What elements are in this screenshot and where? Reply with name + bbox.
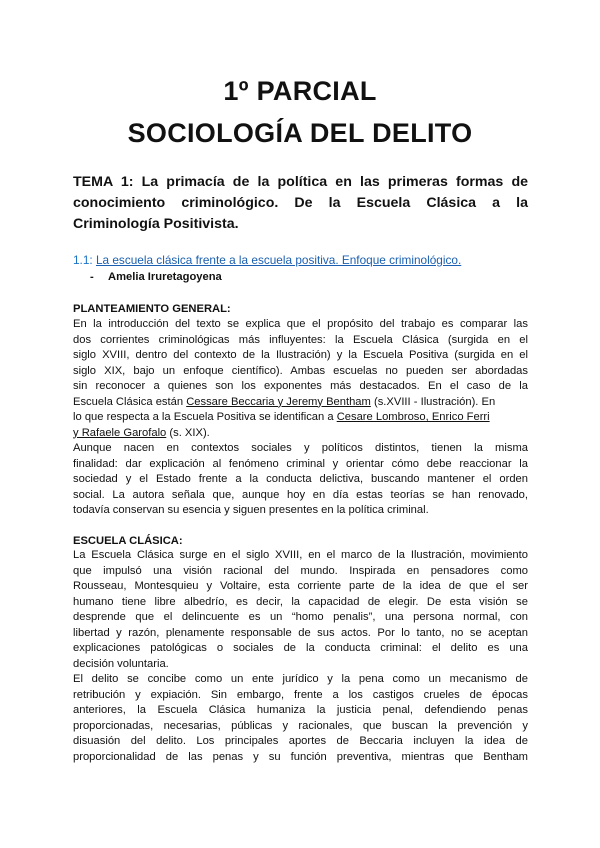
text-line: [73, 410, 528, 426]
text-line: proporcionalidad de las penas y su función preventiva, mientras que Bentham: [73, 750, 528, 763]
paragraph-escuela-clasica-2: [73, 672, 528, 765]
underlined-names: Cesare Lombroso, Enrico Ferri: [336, 411, 490, 423]
text-line: sociedad y el Estado frente a la conducta delictiva, buscando mantener el orden: [73, 473, 528, 485]
author-bullet: -: [90, 271, 94, 283]
section-link[interactable]: La escuela clásica frente a la escuela positiva. Enfoque criminológico: [95, 253, 458, 267]
paragraph-escuela-clasica-1: [73, 548, 528, 672]
text-line: siglo XVIII, dentro del contexto de la Ilustración) y la Escuela Positiva (surgida en el: [73, 349, 528, 361]
tema-heading: TEMA 1: La primacía de la política en las primeras formas de conocimiento criminológico. De la Escuela Clásica a la Criminología Positivista.: [73, 174, 528, 232]
section-link-dot: .: [457, 253, 462, 267]
text-line: El delito se concibe como un ente jurídico y la pena como un mecanismo de: [73, 673, 528, 685]
text-line: anteriores, la Escuela Clásica humaniza la justicia penal, defendiendo penas: [73, 704, 528, 716]
text-line: siglo XIX, bajo un enfoque científico). Ambas escuelas no pueden ser abordadas: [73, 364, 528, 377]
text-line: En la introducción del texto se explica que el propósito del trabajo es comparar las: [73, 318, 528, 330]
text-line: [73, 426, 528, 442]
text-run: lo que respecta a la Escuela Positiva se identifican a: [73, 411, 337, 423]
underlined-names: y Rafaele Garofalo: [73, 426, 167, 439]
text-line: Aunque nacen en contextos sociales y políticos distintos, tienen la misma: [73, 442, 528, 454]
title-line-2: SOCIOLOGÍA DEL DELITO: [127, 118, 473, 148]
text-line: social. La autora señala que, aunque hoy en día estas teorías se han renovado,: [73, 488, 528, 501]
text-line: disuasión del delito. Los principales aportes de Beccaria incluyen la idea de: [73, 735, 528, 747]
paragraph-planteamiento-2: [73, 441, 528, 519]
text-line: que impulsó una visión racional del mundo. Inspirada en pensadores como: [73, 564, 528, 577]
text-run: Escuela Clásica están: [73, 395, 187, 408]
text-line: dos corrientes criminológicas más influyentes: la Escuela Clásica (surgida en el: [73, 333, 528, 346]
title-line-1: 1º PARCIAL: [223, 76, 377, 106]
author-line: [90, 269, 222, 285]
heading-escuela-clasica: ESCUELA CLÁSICA:: [73, 535, 183, 547]
text-line: libertad y razón, plenamente responsable de sus actos. Por lo tanto, no se aceptan: [73, 626, 528, 639]
text-run: (s.XVIII - Ilustración). En: [370, 395, 496, 408]
paragraph-planteamiento-1: [73, 317, 528, 441]
text-line: [73, 395, 528, 411]
text-line: sin reconocer a quienes son los exponentes más destacados. En el caso de la: [73, 380, 528, 392]
author-name: Amelia Iruretagoyena: [108, 271, 222, 283]
underlined-names: Cessare Beccaria y Jeremy Bentham: [186, 395, 371, 408]
section-heading: [73, 252, 528, 268]
section-number: 1.1:: [73, 253, 93, 267]
text-line: Rousseau, Montesquieu y Voltaire, esta corriente parte de la idea de que el ser: [73, 580, 528, 592]
text-line: desprende que el delincuente es un “homo penalis”, una persona normal, con: [73, 611, 528, 623]
text-run: (s. XIX).: [166, 426, 210, 439]
text-line: todavía conservan su esencia y siguen presentes en la política criminal.: [73, 504, 429, 516]
text-line: humano tiene libre albedrío, es decir, la capacidad de elegir. De esta visión se: [73, 595, 528, 608]
text-line: proporcionadas, necesarias, públicas y racionales, que buscan la prevención y: [73, 719, 528, 732]
text-line: finalidad: dar explicación al fenómeno criminal y orientar cómo debe reaccionar la: [73, 457, 528, 470]
heading-planteamiento: PLANTEAMIENTO GENERAL:: [73, 303, 231, 315]
text-line: retribución y expiación. Sin embargo, frente a los castigos crueles de épocas: [73, 688, 528, 701]
text-line: explicaciones patológicas o sociales de la conducta criminal: el delito es una: [73, 642, 528, 654]
text-line: decisión voluntaria.: [73, 657, 169, 670]
text-line: La Escuela Clásica surge en el siglo XVIII, en el marco de la Ilustración, movimiento: [73, 549, 528, 561]
